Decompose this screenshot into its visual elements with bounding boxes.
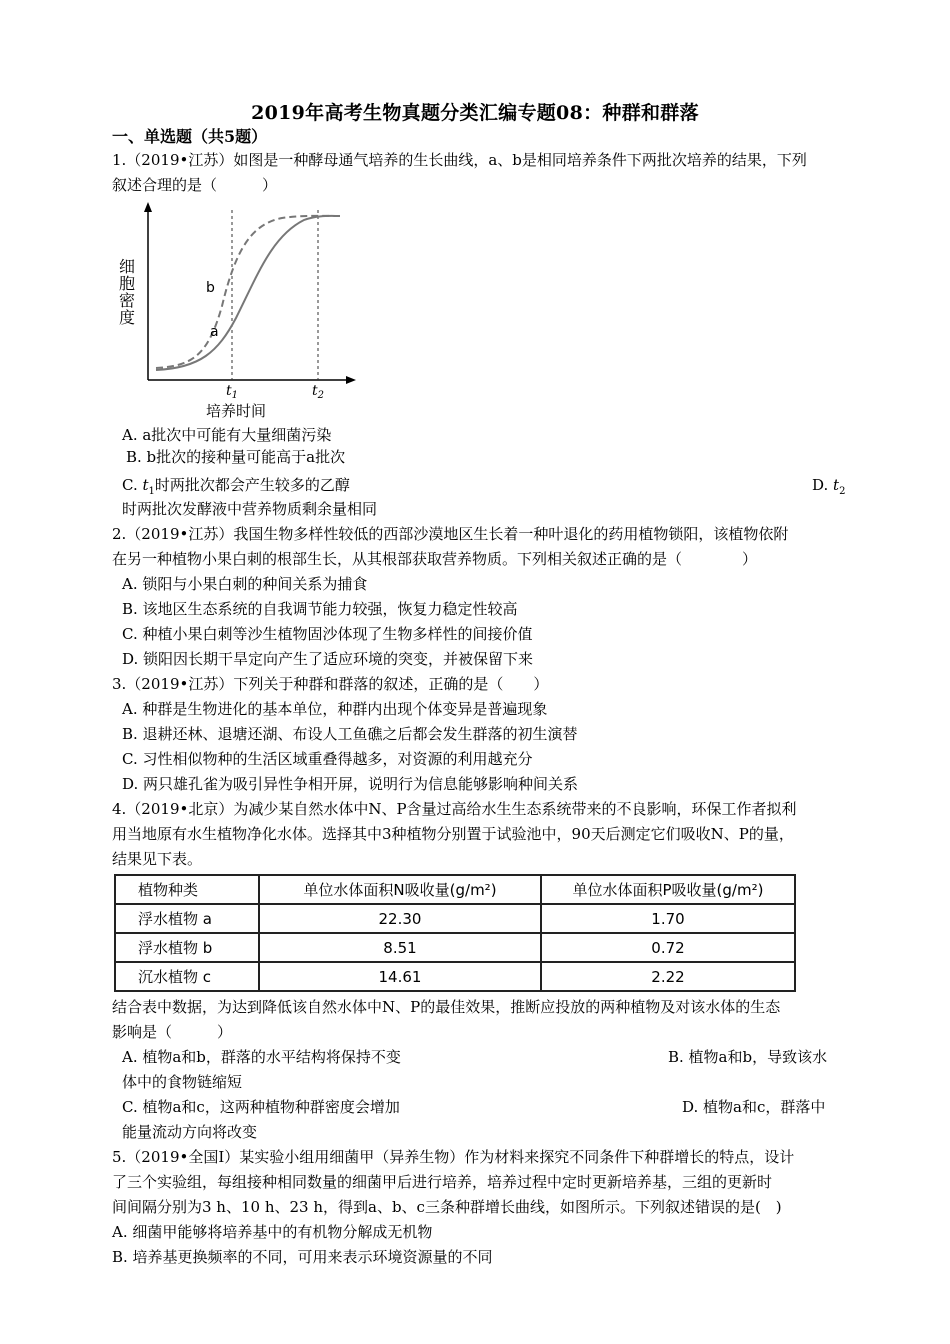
q4-stem-line1: 4.（2019•北京）为减少某自然水体中N、P含量过高给水生生态系统带来的不良影响，环保工作者拟利: [112, 800, 797, 818]
q1-option-d-continued: 时两批次发酵液中营养物质剩余量相同: [122, 500, 378, 518]
q4-stem-line3: 结果见下表。: [112, 850, 203, 868]
q4-option-b-continued: 体中的食物链缩短: [122, 1073, 243, 1091]
q4-option-d: D. 植物a和c，群落中: [682, 1098, 826, 1116]
section-heading: 一、单选题（共5题）: [112, 127, 268, 146]
q4-option-d-continued: 能量流动方向将改变: [122, 1123, 258, 1141]
q5-option-b: B. 培养基更换频率的不同，可用来表示环境资源量的不同: [112, 1248, 493, 1266]
y-axis-label: 细胞密度: [116, 258, 136, 326]
q5-stem-line1: 5.（2019•全国Ⅰ）某实验小组用细菌甲（异养生物）作为材料来探究不同条件下种群增长的特点，设计: [112, 1148, 795, 1166]
table-header-cell: 单位水体面积P吸收量(g/m²): [541, 875, 795, 904]
growth-curve-svg: [112, 196, 362, 424]
table-cell: 22.30: [259, 904, 541, 933]
q3-option-b: B. 退耕还林、退塘还湖、布设人工鱼礁之后都会发生群落的初生演替: [122, 725, 578, 743]
t2-tick-label: $t_2$: [312, 383, 325, 401]
q2-stem-line1: 2.（2019•江苏）我国生物多样性较低的西部沙漠地区生长着一种叶退化的药用植物锁阳，该植物依附: [112, 525, 789, 543]
table-header-row: [115, 875, 795, 904]
q1-stem-line2: 叙述合理的是（ ）: [112, 176, 278, 194]
q2-option-a: A. 锁阳与小果白刺的种间关系为捕食: [122, 575, 368, 593]
q3-stem-line1: 3.（2019•江苏）下列关于种群和群落的叙述，正确的是（ ）: [112, 675, 549, 693]
table-cell: 浮水植物 a: [115, 904, 259, 933]
table-header-cell: 单位水体面积N吸收量(g/m²): [259, 875, 541, 904]
q1-option-c: C. $t_1$时两批次都会产生较多的乙醇: [122, 476, 350, 497]
document-title: 2019年高考生物真题分类汇编专题08：种群和群落: [251, 102, 699, 124]
q4-option-b: B. 植物a和b，导致该水: [668, 1048, 828, 1066]
absorption-table: [114, 874, 796, 992]
table-cell: 14.61: [259, 962, 541, 991]
table-row: [115, 904, 795, 933]
x-axis-arrow: [346, 376, 356, 384]
table-header-cell: 植物种类: [115, 875, 259, 904]
q3-option-c: C. 习性相似物种的生活区域重叠得越多，对资源的利用越充分: [122, 750, 533, 768]
y-axis-arrow: [144, 202, 152, 212]
table-cell: 8.51: [259, 933, 541, 962]
table-row: [115, 962, 795, 991]
q4-after-line2: 影响是（ ）: [112, 1023, 233, 1041]
q2-option-c: C. 种植小果白刺等沙生植物固沙体现了生物多样性的间接价值: [122, 625, 533, 643]
curve-b-label: b: [206, 280, 215, 296]
q2-stem-line2: 在另一种植物小果白刺的根部生长，从其根部获取营养物质。下列相关叙述正确的是（ ）: [112, 550, 758, 568]
q4-stem-line2: 用当地原有水生植物净化水体。选择其中3种植物分别置于试验池中，90天后测定它们吸收N、P的量，: [112, 825, 794, 843]
table-cell: 2.22: [541, 962, 795, 991]
q2-option-b: B. 该地区生态系统的自我调节能力较强，恢复力稳定性较高: [122, 600, 518, 618]
q1-option-a: A. a批次中可能有大量细菌污染: [122, 426, 332, 444]
q1-stem-line1: 1.（2019•江苏）如图是一种酵母通气培养的生长曲线，a、b是相同培养条件下两批次培养的结果，下列: [112, 151, 807, 169]
x-axis-label: 培养时间: [206, 402, 267, 420]
q5-stem-line2: 了三个实验组，每组接种相同数量的细菌甲后进行培养，培养过程中定时更新培养基，三组的更新时: [112, 1173, 773, 1191]
q4-option-c: C. 植物a和c，这两种植物种群密度会增加: [122, 1098, 400, 1116]
table-cell: 0.72: [541, 933, 795, 962]
table-row: [115, 933, 795, 962]
curve-a-label: a: [210, 324, 219, 340]
q5-option-a: A. 细菌甲能够将培养基中的有机物分解成无机物: [112, 1223, 433, 1241]
t1-tick-label: $t_1$: [226, 383, 239, 401]
q1-option-b: B. b批次的接种量可能高于a批次: [126, 448, 346, 466]
growth-curve-figure: [112, 196, 362, 424]
table-cell: 1.70: [541, 904, 795, 933]
q1-option-d: D. $t_2$: [812, 476, 846, 497]
q3-option-a: A. 种群是生物进化的基本单位，种群内出现个体变异是普遍现象: [122, 700, 548, 718]
q4-option-a: A. 植物a和b，群落的水平结构将保持不变: [122, 1048, 401, 1066]
q4-after-line1: 结合表中数据，为达到降低该自然水体中N、P的最佳效果，推断应投放的两种植物及对该水体的生态: [112, 998, 781, 1016]
q2-option-d: D. 锁阳因长期干旱定向产生了适应环境的突变，并被保留下来: [122, 650, 534, 668]
table-cell: 浮水植物 b: [115, 933, 259, 962]
q5-stem-line3: 间间隔分别为3 h、10 h、23 h，得到a、b、c三条种群增长曲线，如图所示。下列叙述错误的是( ): [112, 1198, 782, 1216]
table-cell: 沉水植物 c: [115, 962, 259, 991]
q3-option-d: D. 两只雄孔雀为吸引异性争相开屏，说明行为信息能够影响种间关系: [122, 775, 579, 793]
